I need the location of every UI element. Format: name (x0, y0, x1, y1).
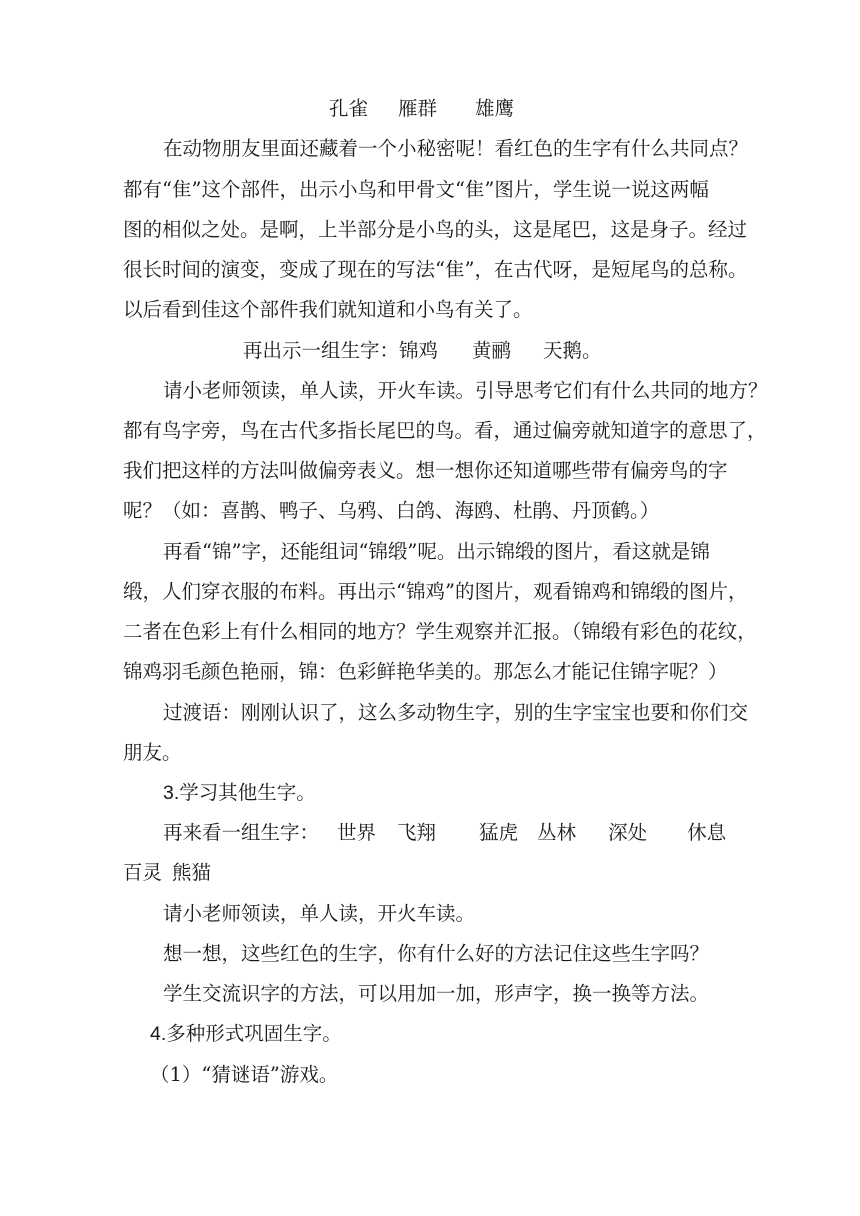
word: 猛虎 (479, 821, 519, 844)
word-group-line (243, 338, 602, 364)
word: 熊猫 (172, 861, 212, 884)
text-line: 学生交流识字的方法，可以用加一加，形声字，换一换等方法。 (163, 982, 710, 1005)
word: 天鹅。 (543, 339, 602, 362)
group-intro: 再出示一组生字：锦鸡 (243, 339, 439, 362)
word: 孔雀 (329, 97, 369, 120)
text-line: 请小老师领读，单人读，开火车读。引导思考它们有什么共同的地方？ (163, 379, 768, 402)
text-line: 在动物朋友里面还藏着一个小秘密呢！看红色的生字有什么共同点？ (163, 137, 749, 160)
word: 休息 (687, 821, 727, 844)
text-line: 二者在色彩上有什么相同的地方？学生观察并汇报。（锦缎有彩色的花纹， (123, 620, 757, 643)
word: 百灵 (123, 861, 163, 884)
text-line: 都有“隹”这个部件，出示小鸟和甲骨文“隹”图片，学生说一说这两幅 (123, 178, 709, 201)
section-heading (150, 1021, 342, 1047)
word: 深处 (608, 821, 648, 844)
text-line: 缎，人们穿衣服的布料。再出示“锦鸡”的图片，观看锦鸡和锦缎的图片， (123, 580, 748, 603)
word: 黄鹂 (472, 339, 512, 362)
text-line: 锦鸡羽毛颜色艳丽，锦：色彩鲜艳华美的。那怎么才能记住锦字呢？） (123, 660, 728, 683)
text-line: 请小老师领读，单人读，开火车读。 (163, 902, 476, 925)
text-line: 都有鸟字旁，鸟在古代多指长尾巴的鸟。看，通过偏旁就知道字的意思了， (123, 419, 767, 442)
text-line: 想一想，这些红色的生字，你有什么好的方法记住这些生字吗？ (163, 942, 710, 965)
word: 丛林 (537, 821, 577, 844)
text-line: 我们把这样的方法叫做偏旁表义。想一想你还知道哪些带有偏旁鸟的字 (123, 459, 728, 482)
section-heading (163, 780, 316, 806)
text-line: 图的相似之处。是啊，上半部分是小鸟的头，这是尾巴，这是身子。经过 (123, 218, 748, 241)
section-number: 3. (163, 782, 180, 804)
word: 世界 (337, 821, 377, 844)
text-line: 呢？（如：喜鹊、鸭子、乌鸦、白鸽、海鸥、杜鹃、丹顶鹤。） (123, 499, 660, 522)
text-line: 以后看到佳这个部件我们就知道和小鸟有关了。 (123, 298, 533, 321)
sub-item (150, 1062, 338, 1088)
section-title: 学习其他生字。 (179, 781, 316, 804)
sub-item-text: “猜谜语”游戏。 (201, 1063, 339, 1086)
section-title: 多种形式巩固生字。 (166, 1022, 342, 1045)
text-line: 过渡语：刚刚认识了，这么多动物生字，别的生字宝宝也要和你们交 (163, 701, 749, 724)
section-number: 4. (150, 1023, 167, 1045)
words-row (329, 96, 514, 122)
text-line: 很长时间的演变，变成了现在的写法“隹”，在古代呀，是短尾鸟的总称。 (123, 258, 748, 281)
sub-item-number: （1） (150, 1063, 202, 1086)
word: 雄鹰 (475, 97, 515, 120)
word-group-line (163, 820, 726, 846)
word: 雁群 (398, 97, 438, 120)
word: 飞翔 (397, 821, 437, 844)
group-intro: 再来看一组生字： (163, 821, 320, 844)
word-group-line-continued (123, 860, 211, 886)
text-line: 朋友。 (123, 741, 182, 764)
text-line: 再看“锦”字，还能组词“锦缎”呢。出示锦缎的图片，看这就是锦 (163, 540, 710, 563)
